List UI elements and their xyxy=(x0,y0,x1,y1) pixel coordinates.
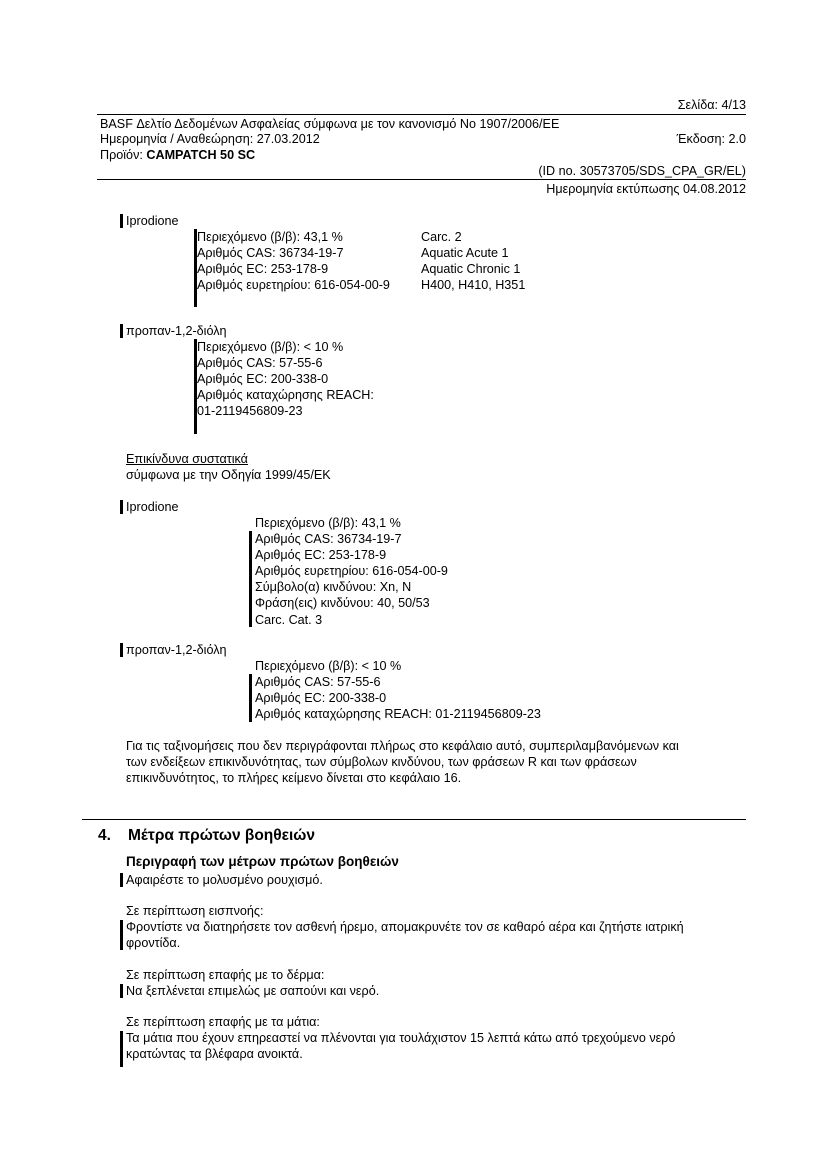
change-bar xyxy=(120,1031,123,1067)
header-title: BASF Δελτίο Δεδομένων Ασφαλείας σύμφωνα με τον κανονισμό Νο 1907/2006/ΕΕ xyxy=(100,117,560,131)
substance-name: προπαν-1,2-διόλη xyxy=(126,643,227,657)
page-number: Σελίδα: 4/13 xyxy=(677,98,746,112)
header-edition: Έκδοση: 2.0 xyxy=(676,132,746,146)
product-label: Προϊόν: xyxy=(100,148,147,162)
detail-line: Περιεχόμενο (β/β): 43,1 % xyxy=(197,230,343,244)
detail-line: Carc. Cat. 3 xyxy=(255,612,323,627)
detail-line: Αριθμός CAS: 36734-19-7 xyxy=(255,532,402,547)
text-line: κρατώντας τα βλέφαρα ανοικτά. xyxy=(126,1047,303,1062)
hazardous-subtitle: σύμφωνα με την Οδηγία 1999/45/ΕΚ xyxy=(126,468,331,482)
detail-line: Αριθμός EC: 200-338-0 xyxy=(255,691,387,706)
detail-line: Αριθμός CAS: 57-55-6 xyxy=(197,356,323,371)
change-bar xyxy=(249,531,252,627)
substance-name: προπαν-1,2-διόλη xyxy=(126,324,227,338)
detail-line: Αριθμός EC: 253-178-9 xyxy=(197,262,329,277)
detail-line: Αριθμός EC: 253-178-9 xyxy=(255,548,387,563)
header-id: (ID no. 30573705/SDS_CPA_GR/EL) xyxy=(538,164,746,178)
substance-details xyxy=(197,229,390,293)
change-bar xyxy=(120,984,123,998)
inhalation-title: Σε περίπτωση εισπνοής: xyxy=(126,904,264,918)
eyes-title: Σε περίπτωση επαφής με τα μάτια: xyxy=(126,1015,320,1029)
detail-line: Σύμβολο(α) κινδύνου: Xn, N xyxy=(255,580,412,595)
text-line: Φροντίστε να διατηρήσετε τον ασθενή ήρεμο, απομακρυνέτε τον σε καθαρό αέρα και ζητήστε ιατρική xyxy=(126,920,684,934)
substance-details xyxy=(255,515,448,628)
change-bar xyxy=(120,643,123,657)
section-number: 4. xyxy=(98,827,111,844)
detail-line: Περιεχόμενο (β/β): < 10 % xyxy=(197,340,344,354)
header-date: Ημερομηνία / Αναθεώρηση: 27.03.2012 xyxy=(100,132,320,146)
detail-line: Αριθμός CAS: 36734-19-7 xyxy=(197,246,344,261)
detail-line: 01-2119456809-23 xyxy=(197,404,303,419)
text-line: φροντίδα. xyxy=(126,936,181,951)
header-product xyxy=(100,147,255,163)
section-title: Μέτρα πρώτων βοηθειών xyxy=(128,827,316,844)
header-rule-top xyxy=(97,114,746,115)
change-bar xyxy=(120,873,123,887)
detail-line: Αριθμός ευρετηρίου: 616-054-00-9 xyxy=(255,564,448,579)
change-bar xyxy=(120,214,123,228)
classification-line: Carc. 2 xyxy=(421,230,462,244)
detail-line: Αριθμός καταχώρησης REACH: xyxy=(197,388,374,403)
note-line: επικινδυνότητος, το πλήρες κείμενο δίνεται στο κεφάλαιο 16. xyxy=(126,771,462,786)
change-bar xyxy=(120,324,123,338)
substance-name: Iprodione xyxy=(126,214,179,228)
substance-details xyxy=(197,339,374,419)
detail-line: Αριθμός καταχώρησης REACH: 01-2119456809-23 xyxy=(255,707,541,722)
detail-line: Φράση(εις) κινδύνου: 40, 50/53 xyxy=(255,596,430,611)
general-advice: Αφαιρέστε το μολυσμένο ρουχισμό. xyxy=(126,873,323,887)
product-name: CAMPATCH 50 SC xyxy=(146,148,256,162)
classification-line: Aquatic Acute 1 xyxy=(421,246,509,261)
change-bar xyxy=(120,920,123,950)
inhalation-text xyxy=(126,919,684,951)
detail-line: Αριθμός CAS: 57-55-6 xyxy=(255,675,381,690)
classification-line: Aquatic Chronic 1 xyxy=(421,262,521,277)
substance-classification xyxy=(421,229,525,293)
substance-name: Iprodione xyxy=(126,500,179,514)
detail-line: Αριθμός ευρετηρίου: 616-054-00-9 xyxy=(197,278,390,293)
text-line: Τα μάτια που έχουν επηρεαστεί να πλένονται για τουλάχιστον 15 λεπτά κάτω από τρεχούμενο νερό xyxy=(126,1031,676,1045)
skin-title: Σε περίπτωση επαφής με το δέρμα: xyxy=(126,968,325,982)
note-line: των ενδείξεων επικινδυνότητας, των σύμβολων κινδύνου, των φράσεων R και των φράσεων xyxy=(126,755,637,770)
eyes-text xyxy=(126,1030,675,1062)
detail-line: Αριθμός EC: 200-338-0 xyxy=(197,372,329,387)
detail-line: Περιεχόμενο (β/β): 43,1 % xyxy=(255,516,401,530)
detail-line: Περιεχόμενο (β/β): < 10 % xyxy=(255,659,402,673)
skin-text: Να ξεπλένεται επιμελώς με σαπούνι και νερό. xyxy=(126,984,380,998)
section-rule xyxy=(82,819,746,820)
change-bar xyxy=(120,500,123,514)
classification-line: H400, H410, H351 xyxy=(421,278,526,293)
header-print-date: Ημερομηνία εκτύπωσης 04.08.2012 xyxy=(546,182,746,196)
classification-note xyxy=(126,738,679,786)
substance-details xyxy=(255,658,541,722)
note-line: Για τις ταξινομήσεις που δεν περιγράφονται πλήρως στο κεφάλαιο αυτό, συμπεριλαμβανόμενων και xyxy=(126,739,679,753)
change-bar xyxy=(249,674,252,722)
section-subtitle: Περιγραφή των μέτρων πρώτων βοηθειών xyxy=(126,854,399,869)
hazardous-title xyxy=(126,451,248,467)
hazardous-title-text: Επικίνδυνα συστατικά xyxy=(126,452,248,466)
header-rule-bottom xyxy=(97,179,746,180)
